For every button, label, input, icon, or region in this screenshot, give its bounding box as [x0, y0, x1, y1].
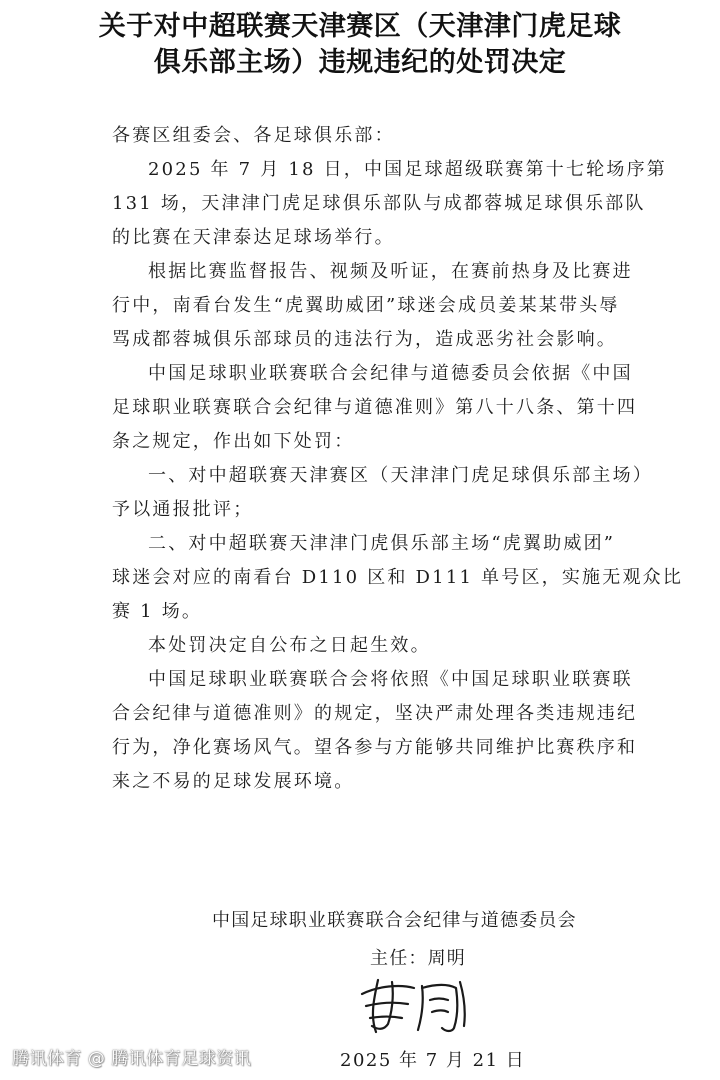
paragraph-2-line-2: 行中，南看台发生“虎翼助威团”球迷会成员姜某某带头辱	[112, 295, 620, 316]
paragraph-3-line-2: 足球职业联赛联合会纪律与道德准则》第八十八条、第十四	[112, 397, 638, 418]
paragraph-4-line-3: 行为，净化赛场风气。望各参与方能够共同维护比赛秩序和	[112, 737, 638, 758]
paragraph-4-line-4: 来之不易的足球发展环境。	[112, 771, 355, 792]
penalty-1-line-2: 予以通报批评；	[112, 499, 254, 520]
signature-organization: 中国足球职业联赛联合会纪律与道德委员会	[212, 910, 577, 931]
penalty-2-line-2: 球迷会对应的南看台 D110 区和 D111 单号区，实施无观众比	[112, 567, 684, 588]
paragraph-4-line-1: 中国足球职业联赛联合会将依照《中国足球职业联赛联	[148, 669, 633, 690]
salutation: 各赛区组委会、各足球俱乐部：	[112, 125, 395, 146]
paragraph-1-line-2: 131 场，天津津门虎足球俱乐部队与成都蓉城足球俱乐部队	[112, 193, 646, 214]
penalty-2-line-3: 赛 1 场。	[112, 601, 203, 622]
paragraph-4-line-2: 合会纪律与道德准则》的规定，坚决严肃处理各类违规违纪	[112, 703, 638, 724]
source-watermark: 腾讯体育 @ 腾讯体育足球资讯	[12, 1049, 252, 1069]
penalty-2-line-1: 二、对中超联赛天津津门虎俱乐部主场“虎翼助威团”	[148, 533, 616, 554]
signature-date: 2025 年 7 月 21 日	[340, 1050, 526, 1071]
effective-statement: 本处罚决定自公布之日起生效。	[148, 635, 431, 656]
paragraph-2-line-3: 骂成都蓉城俱乐部球员的违法行为，造成恶劣社会影响。	[112, 329, 617, 350]
document-title-line-1: 关于对中超联赛天津赛区（天津津门虎足球	[98, 11, 622, 42]
handwritten-signature	[348, 972, 478, 1038]
signature-director: 主任：周明	[370, 948, 466, 969]
paragraph-3-line-1: 中国足球职业联赛联合会纪律与道德委员会依据《中国	[148, 363, 633, 384]
paragraph-2-line-1: 根据比赛监督报告、视频及听证，在赛前热身及比赛进	[148, 261, 633, 282]
penalty-1-line-1: 一、对中超联赛天津赛区（天津津门虎足球俱乐部主场）	[148, 465, 653, 486]
document-title-line-2: 俱乐部主场）违规违纪的处罚决定	[153, 47, 567, 78]
paragraph-3-line-3: 条之规定，作出如下处罚：	[112, 431, 355, 452]
paragraph-1-line-3: 的比赛在天津泰达足球场举行。	[112, 227, 395, 248]
paragraph-1-line-1: 2025 年 7 月 18 日，中国足球超级联赛第十七轮场序第	[148, 159, 667, 180]
